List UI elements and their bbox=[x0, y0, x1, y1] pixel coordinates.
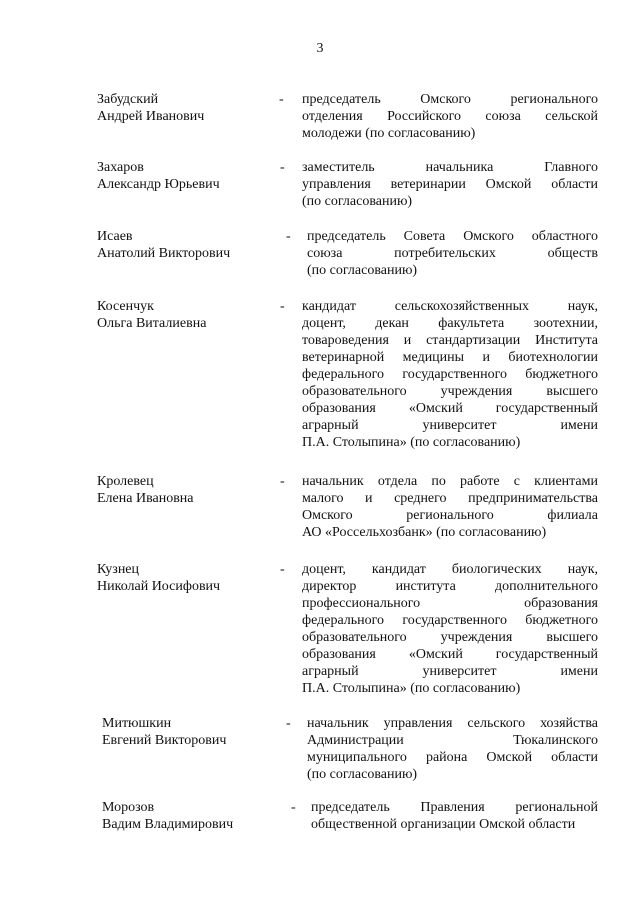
member-position bbox=[302, 159, 598, 210]
dash-separator: - bbox=[280, 474, 285, 489]
member-name bbox=[102, 799, 282, 833]
member-surname: Митюшкин bbox=[102, 716, 172, 731]
member-name bbox=[97, 228, 277, 262]
position-line: П.А. Столыпина» (по согласованию) bbox=[302, 435, 521, 450]
dash-separator: - bbox=[286, 716, 291, 731]
position-line: (по согласованию) bbox=[307, 767, 418, 782]
member-given-names: Анатолий Викторович bbox=[97, 246, 231, 261]
member-given-names: Евгений Викторович bbox=[102, 733, 227, 748]
position-line: образовательного учреждения высшего bbox=[302, 384, 598, 399]
position-line: председатель Омского регионального bbox=[302, 92, 598, 107]
position-line: заместитель начальника Главного bbox=[302, 160, 598, 175]
member-position bbox=[311, 799, 598, 833]
member-given-names: Елена Ивановна bbox=[97, 491, 194, 506]
member-given-names: Николай Иосифович bbox=[97, 579, 221, 594]
position-line: образовательного учреждения высшего bbox=[302, 630, 598, 645]
position-line: П.А. Столыпина» (по согласованию) bbox=[302, 681, 521, 696]
position-line: товароведения и стандартизации Института bbox=[302, 333, 598, 348]
member-name bbox=[97, 159, 277, 193]
dash-separator: - bbox=[279, 92, 284, 107]
member-entry bbox=[0, 91, 640, 141]
position-line: председатель Совета Омского областного bbox=[307, 229, 598, 244]
position-line: профессионального образования bbox=[302, 596, 598, 611]
member-surname: Кролевец bbox=[97, 474, 154, 489]
page-number: 3 bbox=[316, 41, 324, 56]
position-line: образования «Омский государственный bbox=[302, 401, 598, 416]
position-line: муниципального района Омской области bbox=[307, 750, 598, 765]
position-line: доцент, кандидат биологических наук, bbox=[302, 562, 598, 577]
position-line: ветеринарной медицины и биотехнологии bbox=[302, 350, 598, 365]
member-given-names: Андрей Иванович bbox=[97, 109, 205, 124]
member-given-names: Вадим Владимирович bbox=[102, 817, 234, 832]
member-name bbox=[97, 298, 277, 332]
member-position bbox=[302, 298, 598, 451]
position-line: союза потребительских обществ bbox=[307, 246, 598, 261]
position-line: (по согласованию) bbox=[302, 194, 413, 209]
position-line: (по согласованию) bbox=[307, 263, 418, 278]
member-name bbox=[97, 91, 277, 125]
position-line: Омского регионального филиала bbox=[302, 508, 598, 523]
member-entry bbox=[0, 561, 640, 696]
member-surname: Кузнец bbox=[97, 562, 140, 577]
position-line: аграрный университет имени bbox=[302, 418, 598, 433]
dash-separator: - bbox=[280, 562, 285, 577]
member-entry bbox=[0, 473, 640, 540]
member-position bbox=[307, 715, 598, 783]
member-surname: Исаев bbox=[97, 229, 133, 244]
position-line: начальник управления сельского хозяйства bbox=[307, 716, 598, 731]
position-line: образования «Омский государственный bbox=[302, 647, 598, 662]
member-entry bbox=[0, 228, 640, 278]
member-position bbox=[302, 473, 598, 541]
position-line: федерального государственного бюджетного bbox=[302, 613, 598, 628]
dash-separator: - bbox=[286, 229, 291, 244]
member-name bbox=[102, 715, 282, 749]
member-entry bbox=[0, 159, 640, 209]
position-line: директор института дополнительного bbox=[302, 579, 598, 594]
position-line: доцент, декан факультета зоотехнии, bbox=[302, 316, 598, 331]
dash-separator: - bbox=[291, 800, 296, 815]
member-entry bbox=[0, 715, 640, 782]
position-line: общественной организации Омской области bbox=[311, 817, 576, 832]
member-given-names: Александр Юрьевич bbox=[97, 177, 220, 192]
member-entry bbox=[0, 298, 640, 450]
position-line: председатель Правления региональной bbox=[311, 800, 598, 815]
member-position bbox=[307, 228, 598, 279]
position-line: федерального государственного бюджетного bbox=[302, 367, 598, 382]
position-line: молодежи (по согласованию) bbox=[302, 126, 476, 141]
position-line: Администрации Тюкалинского bbox=[307, 733, 598, 748]
member-entry bbox=[0, 799, 640, 832]
position-line: малого и среднего предпринимательства bbox=[302, 491, 598, 506]
position-line: управления ветеринарии Омской области bbox=[302, 177, 598, 192]
member-given-names: Ольга Виталиевна bbox=[97, 316, 207, 331]
member-surname: Морозов bbox=[102, 800, 155, 815]
position-line: начальник отдела по работе с клиентами bbox=[302, 474, 598, 489]
member-position bbox=[302, 91, 598, 142]
position-line: АО «Россельхозбанк» (по согласованию) bbox=[302, 525, 547, 540]
member-name bbox=[97, 561, 277, 595]
dash-separator: - bbox=[280, 299, 285, 314]
dash-separator: - bbox=[280, 160, 285, 175]
member-surname: Забудский bbox=[97, 92, 159, 107]
member-surname: Захаров bbox=[97, 160, 144, 175]
position-line: аграрный университет имени bbox=[302, 664, 598, 679]
position-line: кандидат сельскохозяйственных наук, bbox=[302, 299, 598, 314]
member-surname: Косенчук bbox=[97, 299, 154, 314]
member-name bbox=[97, 473, 277, 507]
position-line: отделения Российского союза сельской bbox=[302, 109, 598, 124]
member-position bbox=[302, 561, 598, 697]
